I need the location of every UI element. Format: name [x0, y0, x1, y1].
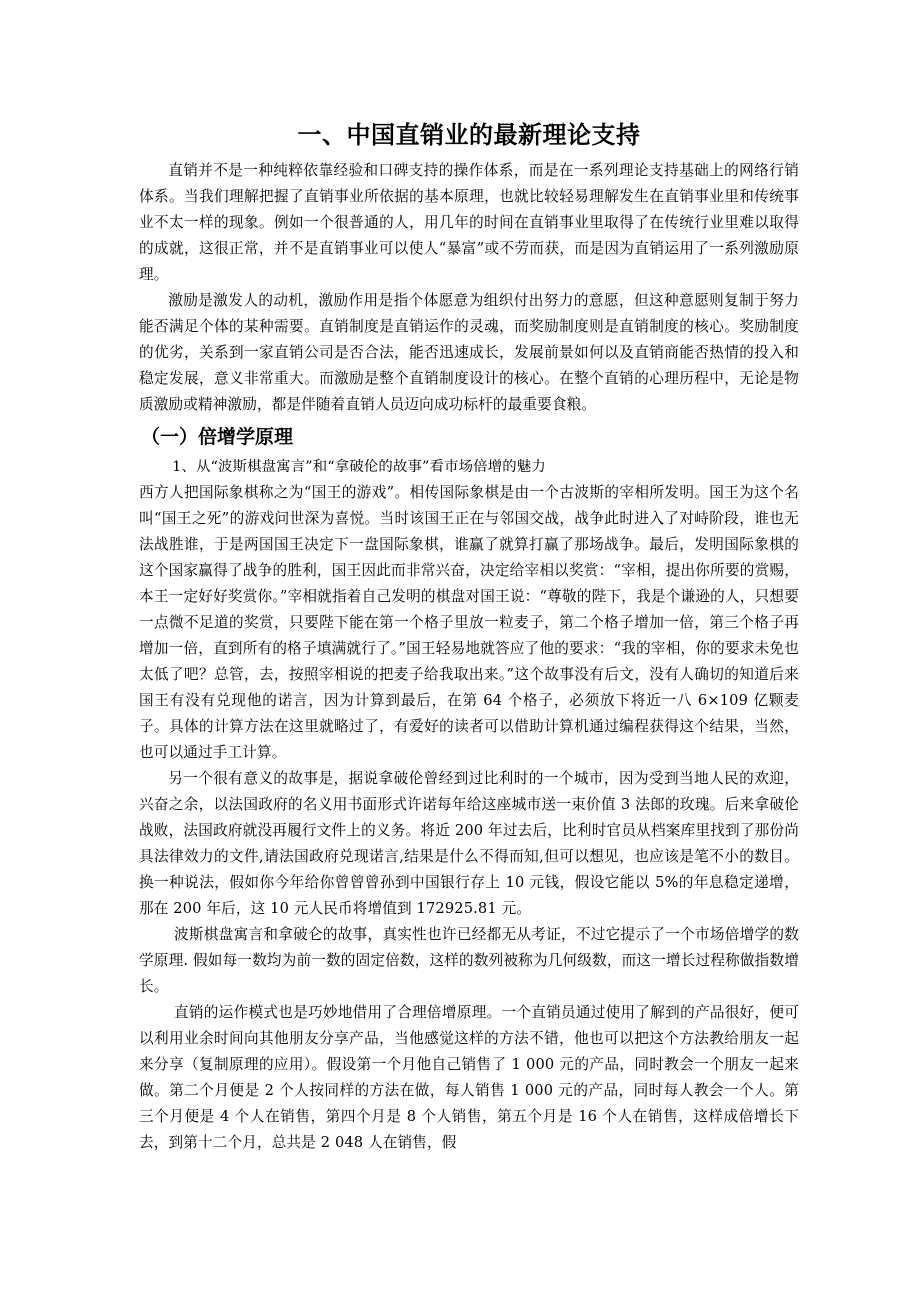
- document-page: [139, 118, 799, 1156]
- section-heading: （一）倍增学原理: [141, 426, 294, 448]
- napoleon-paragraph: 另一个很有意义的故事是，据说拿破伦曾经到过比利时的一个城市，因为受到当地人民的欢迎，兴奋之余，以法国政府的名义用书面形式许诺每年给这座城市送一束价值 3 法郎的玫瑰。后来拿破伦战败，法国政府就没再履行文件上的义务。将近 200 年过去后，比利时官员从档案库里找到了那份尚具法律效力的文件,请法国政府兑现诺言,结果是什么不得而知,但可以想见，也应该是笔不小的数目。换一种说法，假如你今年给你曾曾曾孙到中国银行存上 10 元钱，假设它能以 5%的年息稳定递增，那在 200 年后，这 10 元人民币将增值到 172925.81 元。: [139, 770, 799, 917]
- document-title: 一、中国直销业的最新理论支持: [297, 121, 641, 149]
- subheading: 1、从“波斯棋盘寓言”和“拿破伦的故事”看市场倍增的魅力: [172, 459, 546, 475]
- directsales-paragraph: 直销的运作模式也是巧妙地借用了合理倍增原理。一个直销员通过使用了解到的产品很好，便可以利用业余时间向其他朋友分享产品，当他感觉这样的方法不错，他也可以把这个方法教给朋友一起来分享（复制原理的应用）。假设第一个月他自己销售了 1 000 元的产品，同时教会一个朋友一起来做。第二个月便是 2 个人按同样的方法在做，每人销售 1 000 元的产品，同时每人教会一个人。第三个月便是 4 个人在销售，第四个月是 8 个人销售，第五个月是 16 个人在销售，这样成倍增长下去，到第十二个月，总共是 2 048 人在销售，假: [139, 1004, 799, 1151]
- principle-paragraph: 波斯棋盘寓言和拿破仑的故事，真实性也许已经都无从考证，不过它提示了一个市场倍增学的数学原理. 假如每一数均为前一数的固定倍数，这样的数列被称为几何级数，而这一增长过程称做指数增长。: [139, 926, 799, 995]
- intro-paragraph-1: 直销并不是一种纯粹依靠经验和口碑支持的操作体系，而是在一系列理论支持基础上的网络行销体系。当我们理解把握了直销事业所依据的基本原理，也就比较轻易理解发生在直销事业里和传统事业不太一样的现象。例如一个很普通的人，用几年的时间在直销事业里取得了在传统行业里难以取得的成就，这很正常，并不是直销事业可以使人“暴富”或不劳而获，而是因为直销运用了一系列激励原理。: [139, 162, 799, 283]
- intro-paragraph-2: 激励是激发人的动机，激励作用是指个体愿意为组织付出努力的意愿，但这种意愿则复制于努力能否满足个体的某种需要。直销制度是直销运作的灵魂，而奖励制度则是直销制度的核心。奖励制度的优劣，关系到一家直销公司是否合法，能否迅速成长，发展前景如何以及直销商能否热情的投入和稳定发展，意义非常重大。而激励是整个直销制度设计的核心。在整个直销的心理历程中，无论是物质激励或精神激励，都是伴随着直销人员迈向成功标杆的最重要食粮。: [139, 292, 799, 413]
- story-paragraph: 西方人把国际象棋称之为“国王的游戏”。相传国际象棋是由一个古波斯的宰相所发明。国王为这个名叫“国王之死”的游戏问世深为喜悦。当时该国王正在与邻国交战，战争此时进入了对峙阶段，谁也无法战胜谁，于是两国国王决定下一盘国际象棋，谁赢了就算打赢了那场战争。最后，发明国际象棋的这个国家赢得了战争的胜利，国王因此而非常兴奋，决定给宰相以奖赏：“宰相，提出你所要的赏赐，本王一定好好奖赏你。”宰相就指着自己发明的棋盘对国王说：“尊敬的陛下，我是个谦逊的人，只想要一点微不足道的奖赏，只要陛下能在第一个格子里放一粒麦子，第二个格子增加一倍，第三个格子再增加一倍，直到所有的格子填满就行了。”国王轻易地就答应了他的要求：“我的宰相，你的要求未免也太低了吧？总管，去，按照宰相说的把麦子给我取出来。”这个故事没有后文，没有人确切的知道后来国王有没有兑现他的诺言，因为计算到最后，在第 64 个格子，必须放下将近一八 6×109 亿颗麦子。具体的计算方法在这里就略过了，有爱好的读者可以借助计算机通过编程获得这个结果，当然，也可以通过手工计算。: [139, 484, 799, 761]
